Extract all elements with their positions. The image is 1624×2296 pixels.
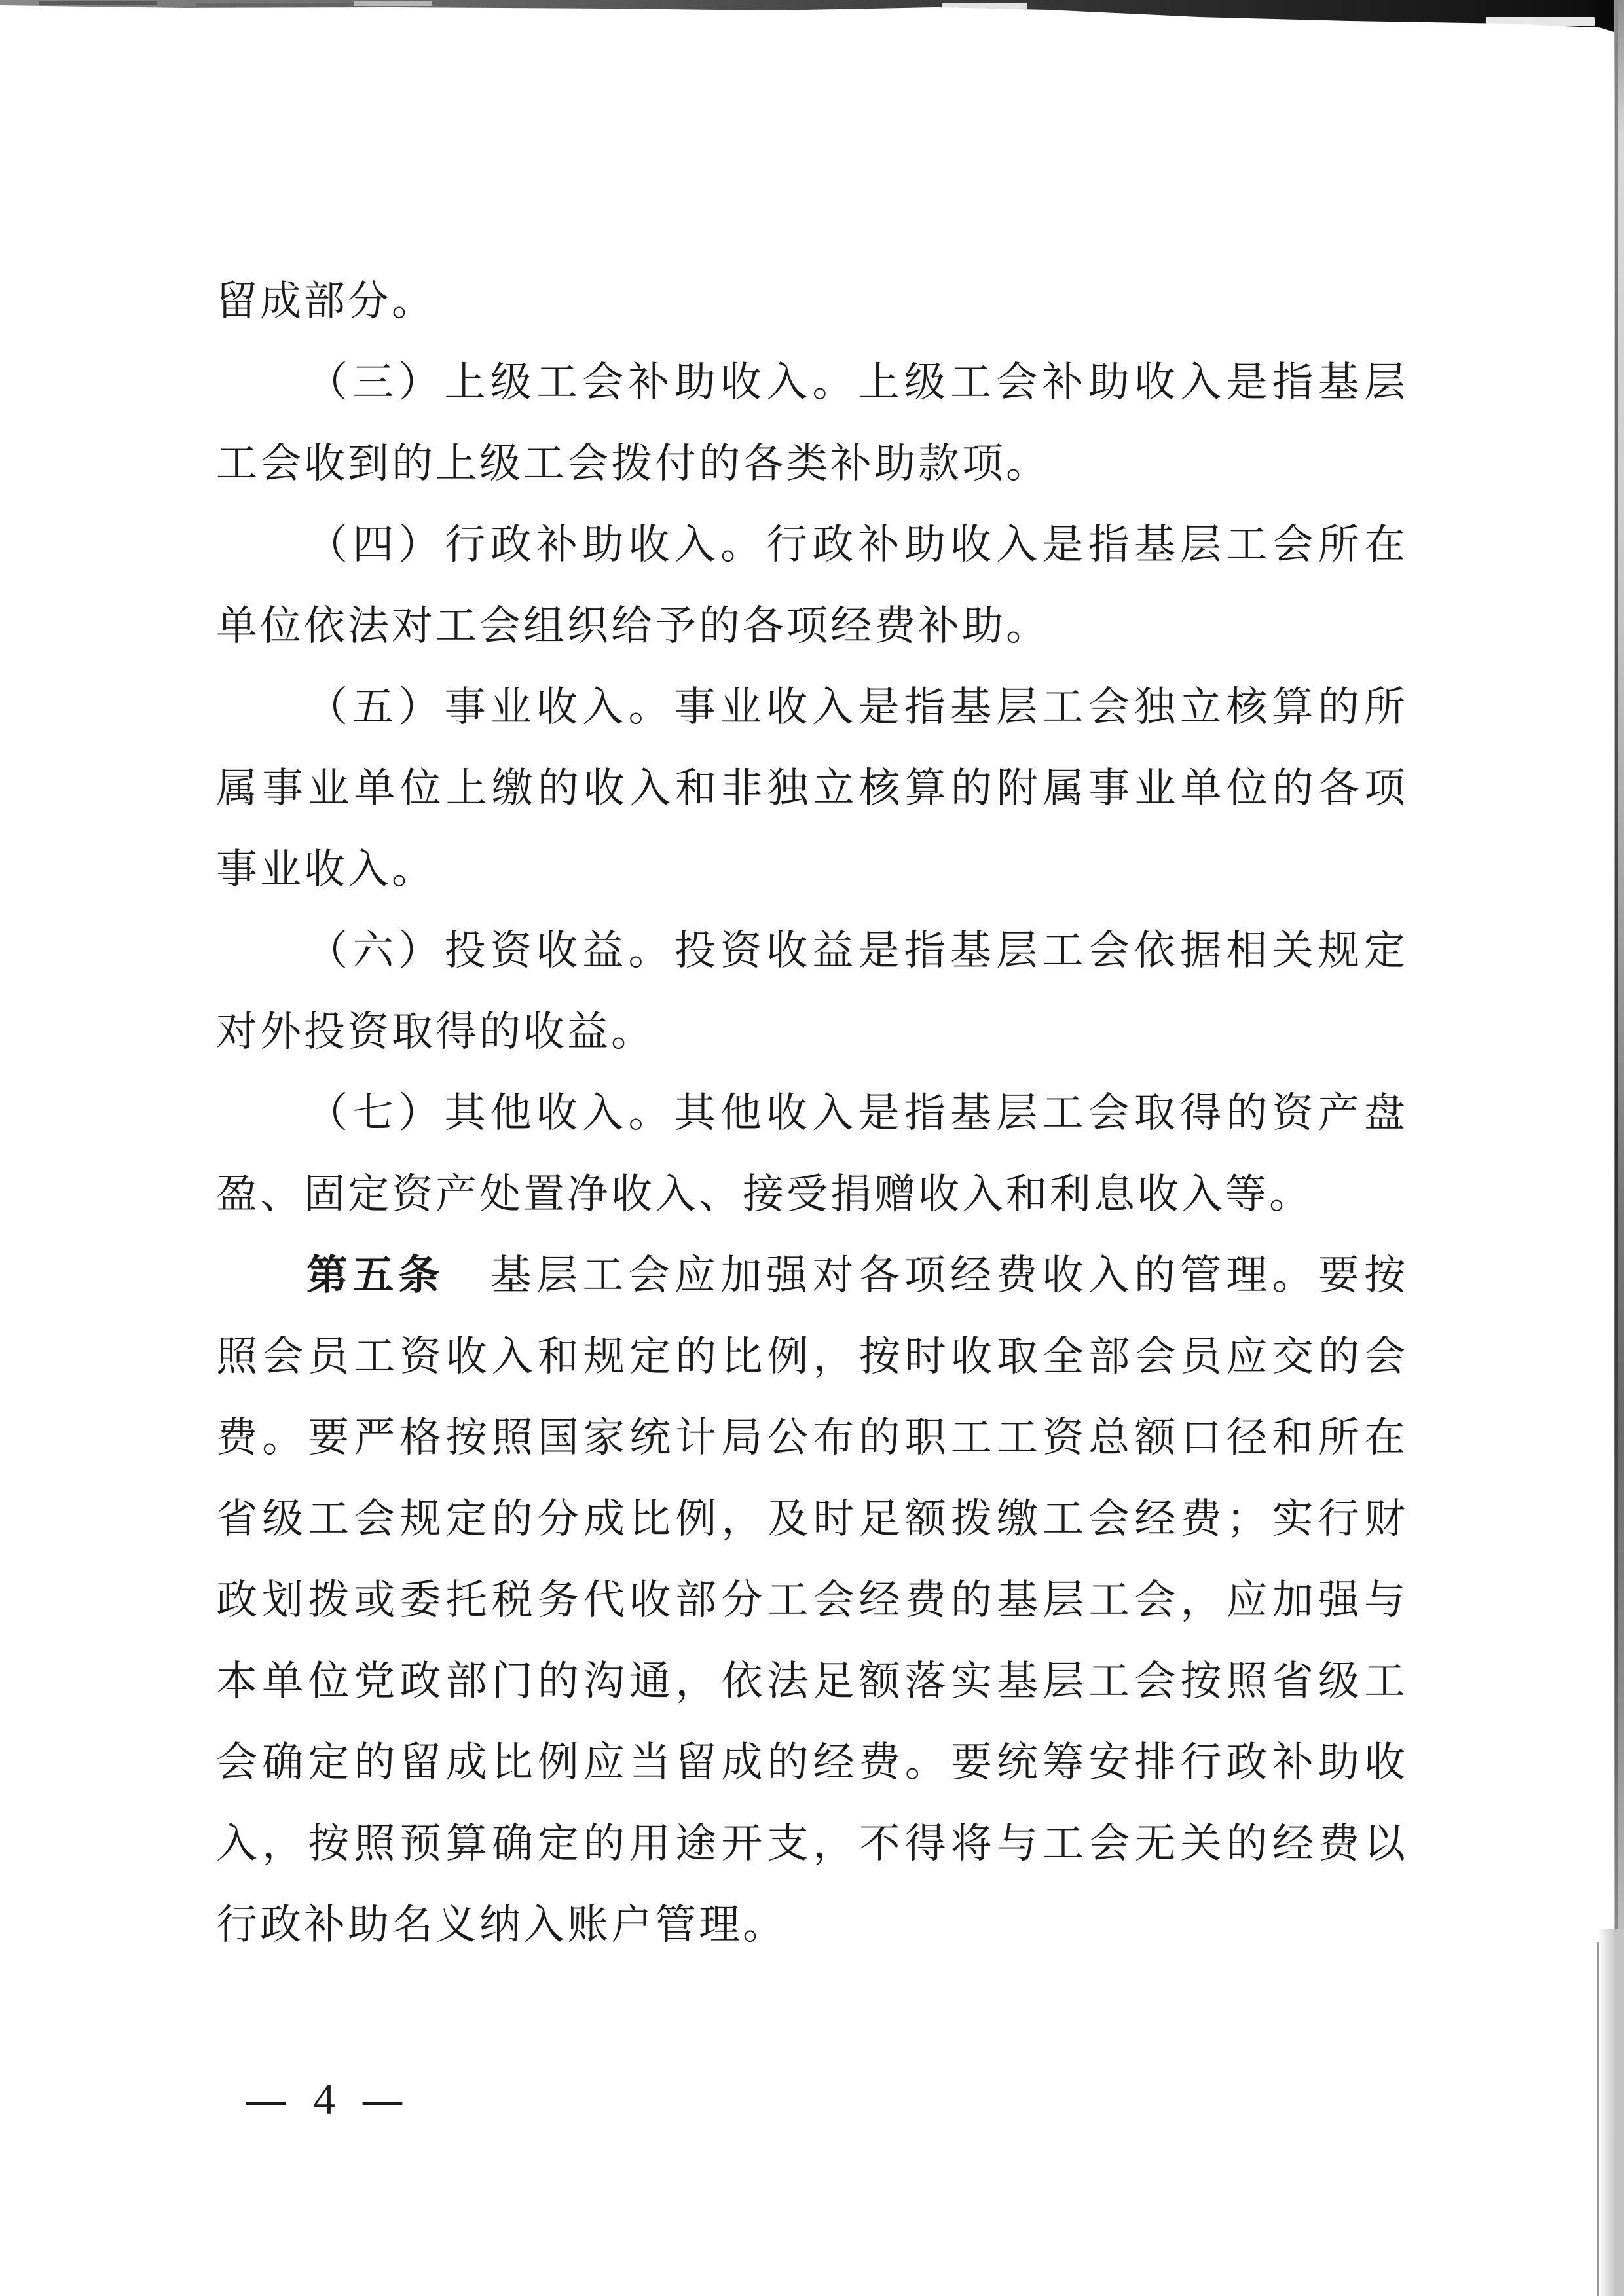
document-body (216, 261, 1408, 1965)
text-run: （五）事业收入。事业收入是指基层工会独立核算的所 (306, 684, 1408, 730)
text-line (216, 666, 1408, 748)
text-run: 盈、固定资产处置净收入、接受捐赠收入和利息收入等。 (216, 1171, 1313, 1217)
text-run: 属事业单位上缴的收入和非独立核算的附属事业单位的各项 (216, 765, 1408, 811)
text-run: 政划拨或委托税务代收部分工会经费的基层工会，应加强与 (216, 1577, 1408, 1623)
text-run: （三）上级工会补助收入。上级工会补助收入是指基层 (306, 359, 1408, 405)
text-line (216, 423, 1408, 504)
text-line (216, 504, 1408, 585)
footer-right-dash: — (363, 2074, 402, 2124)
text-line (216, 1072, 1408, 1154)
text-run: 基层工会应加强对各项经费收入的管理。要按 (444, 1252, 1409, 1298)
article-number-bold: 第五条 (306, 1252, 445, 1298)
text-run: 留成部分。 (216, 278, 435, 324)
text-line (216, 342, 1408, 423)
text-line (216, 1478, 1408, 1559)
text-run: 照会员工资收入和规定的比例，按时收取全部会员应交的会 (216, 1334, 1408, 1379)
text-line (216, 910, 1408, 991)
text-run: 行政补助名义纳入账户管理。 (216, 1902, 786, 1948)
scan-artifact-bottom-right (1598, 1929, 1624, 2296)
text-run: 单位依法对工会组织给予的各项经费补助。 (216, 603, 1050, 649)
text-line (216, 261, 1408, 342)
footer-left-dash: — (246, 2074, 286, 2124)
text-run: 费。要严格按照国家统计局公布的职工工资总额口径和所在 (216, 1415, 1408, 1461)
text-run: 对外投资取得的收益。 (216, 1009, 655, 1055)
text-run: 工会收到的上级工会拨付的各类补助款项。 (216, 441, 1050, 486)
text-line (216, 748, 1408, 829)
text-line (216, 1884, 1408, 1965)
text-run: 会确定的留成比例应当留成的经费。要统筹安排行政补助收 (216, 1740, 1408, 1785)
text-run: （四）行政补助收入。行政补助收入是指基层工会所在 (306, 522, 1408, 568)
text-line (216, 829, 1408, 910)
text-run: 省级工会规定的分成比例，及时足额拨缴工会经费；实行财 (216, 1496, 1408, 1542)
text-line (216, 1397, 1408, 1478)
text-line (216, 1235, 1408, 1316)
text-run: 入，按照预算确定的用途开支，不得将与工会无关的经费以 (216, 1821, 1408, 1867)
text-run: 本单位党政部门的沟通，依法足额落实基层工会按照省级工 (216, 1658, 1408, 1704)
text-run: （六）投资收益。投资收益是指基层工会依据相关规定 (306, 928, 1408, 974)
text-line (216, 1154, 1408, 1235)
text-run: 事业收入。 (216, 847, 435, 892)
text-line (216, 1641, 1408, 1722)
text-line (216, 1722, 1408, 1803)
text-line (216, 991, 1408, 1072)
scan-artifact-top-band (0, 0, 1624, 39)
page-number: 4 (313, 2074, 335, 2124)
text-line (216, 1316, 1408, 1397)
text-line (216, 1803, 1408, 1884)
text-run: （七）其他收入。其他收入是指基层工会取得的资产盘 (306, 1090, 1408, 1136)
text-line (216, 585, 1408, 666)
text-line (216, 1559, 1408, 1641)
scan-artifact-bottom-right-line (1597, 1942, 1599, 2296)
page-footer (246, 2074, 402, 2124)
